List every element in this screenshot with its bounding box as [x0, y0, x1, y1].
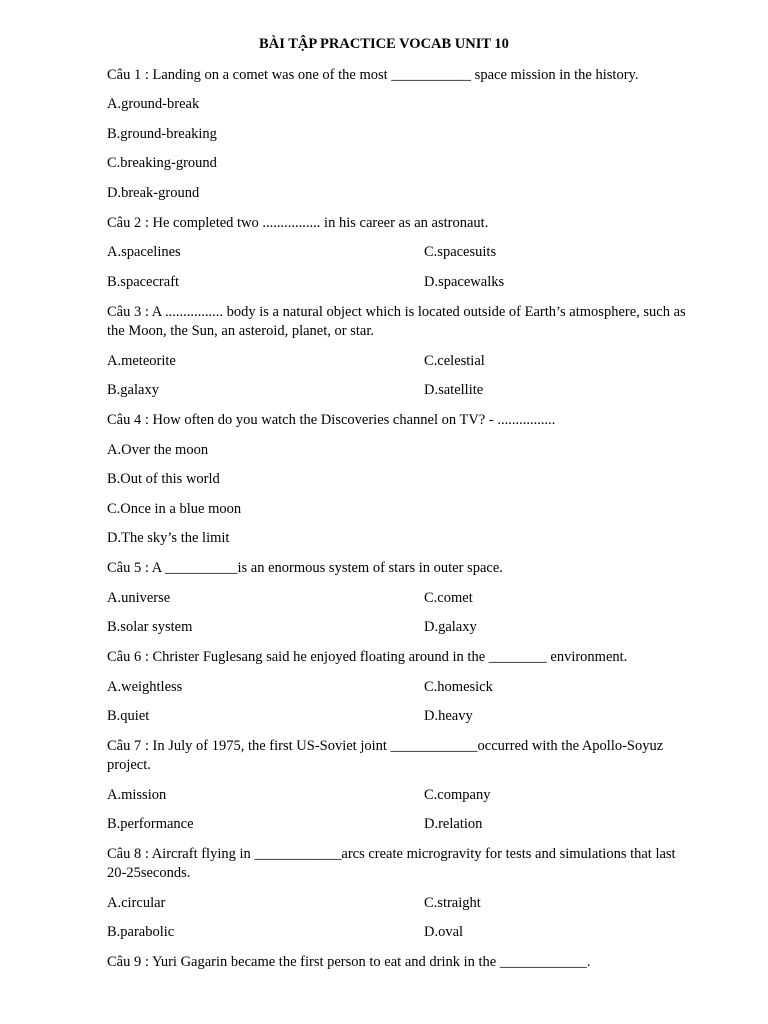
question-5-option-b: B.solar system — [107, 619, 193, 635]
question-4-option-a: A.Over the moon — [107, 442, 209, 458]
question-8-text: Câu 8 : Aircraft flying in ____________arcs create microgravity for tests and simulations that last 20-25seconds. — [107, 846, 676, 881]
question-1-option-c: C.breaking-ground — [107, 155, 217, 171]
question-6-option-a: A.weightless — [107, 679, 183, 695]
question-3-option-b: B.galaxy — [107, 382, 159, 398]
question-6-text: Câu 6 : Christer Fuglesang said he enjoyed floating around in the ________ environment. — [107, 649, 628, 665]
question-8-option-a: A.circular — [107, 895, 166, 911]
question-3-text: Câu 3 : A ................ body is a natural object which is located outside of Earth’s atmosphere, such as the Moon, the Sun, an asteroid, planet, or star. — [107, 304, 686, 339]
question-1-option-a: A.ground-break — [107, 96, 200, 112]
question-1-option-b: B.ground-breaking — [107, 126, 217, 142]
question-8-option-b: B.parabolic — [107, 924, 175, 940]
question-7-option-c: C.company — [424, 787, 491, 803]
question-4-option-b: B.Out of this world — [107, 471, 220, 487]
question-5-text: Câu 5 : A __________is an enormous system of stars in outer space. — [107, 560, 503, 576]
question-1-text: Câu 1 : Landing on a comet was one of the most ___________ space mission in the history. — [107, 67, 639, 83]
question-6-option-b: B.quiet — [107, 708, 150, 724]
question-5-option-a: A.universe — [107, 590, 171, 606]
question-7-option-b: B.performance — [107, 816, 194, 832]
question-7-text: Câu 7 : In July of 1975, the first US-Soviet joint ____________occurred with the Apollo-Soyuz project. — [107, 738, 664, 773]
question-8-option-c: C.straight — [424, 895, 481, 911]
question-7-option-d: D.relation — [424, 816, 483, 832]
question-7-option-a: A.mission — [107, 787, 167, 803]
question-2-option-a: A.spacelines — [107, 244, 181, 260]
question-6-option-c: C.homesick — [424, 679, 493, 695]
question-4-text: Câu 4 : How often do you watch the Discoveries channel on TV? - ................ — [107, 412, 556, 428]
question-3-option-d: D.satellite — [424, 382, 484, 398]
question-5-option-d: D.galaxy — [424, 619, 477, 635]
question-6-option-d: D.heavy — [424, 708, 473, 724]
question-4-option-c: C.Once in a blue moon — [107, 501, 242, 517]
question-9-text: Câu 9 : Yuri Gagarin became the first person to eat and drink in the ____________. — [107, 954, 591, 970]
question-1-option-d: D.break-ground — [107, 185, 200, 201]
document-title: BÀI TẬP PRACTICE VOCAB UNIT 10 — [259, 36, 509, 52]
question-3-option-c: C.celestial — [424, 353, 485, 369]
question-2-option-b: B.spacecraft — [107, 274, 180, 290]
question-2-text: Câu 2 : He completed two ................ in his career as an astronaut. — [107, 215, 489, 231]
question-5-option-c: C.comet — [424, 590, 473, 606]
question-2-option-d: D.spacewalks — [424, 274, 505, 290]
question-8-option-d: D.oval — [424, 924, 464, 940]
question-4-option-d: D.The sky’s the limit — [107, 530, 230, 546]
question-2-option-c: C.spacesuits — [424, 244, 497, 260]
question-3-option-a: A.meteorite — [107, 353, 176, 369]
